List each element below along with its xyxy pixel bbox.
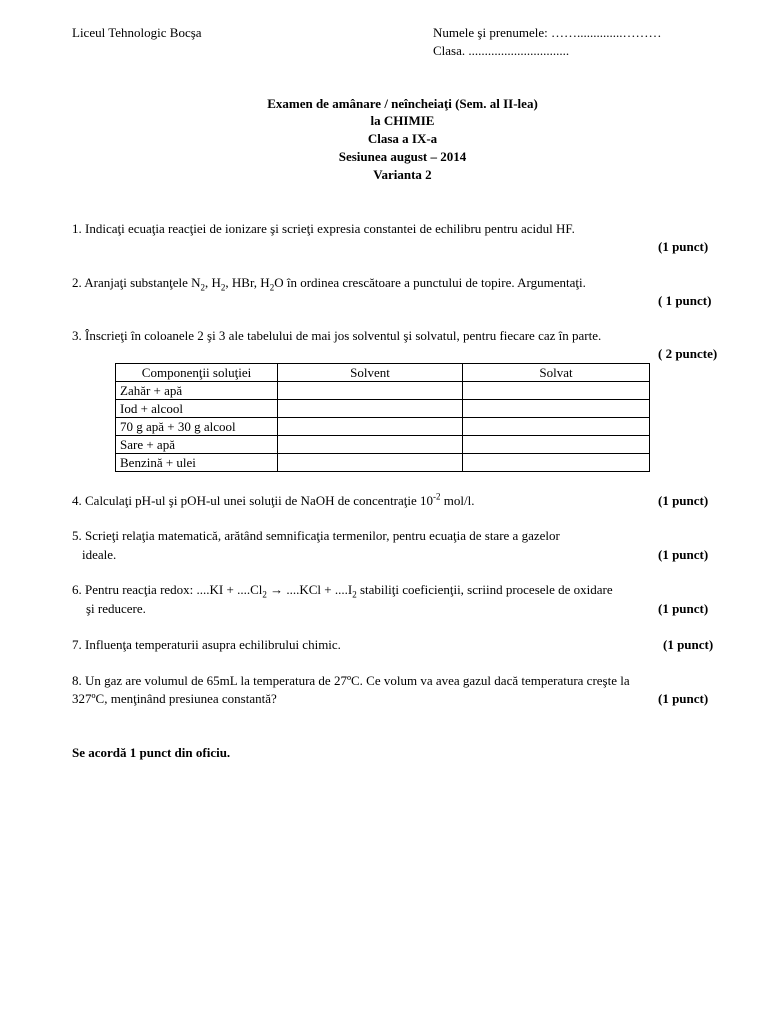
solvent-cell[interactable] bbox=[278, 400, 463, 418]
solvent-cell[interactable] bbox=[278, 436, 463, 454]
exam-subject: la CHIMIE bbox=[370, 113, 435, 128]
solute-cell[interactable] bbox=[463, 382, 650, 400]
header-solute: Solvat bbox=[463, 364, 650, 382]
row-components: 70 g apă + 30 g alcool bbox=[116, 418, 278, 436]
school-name: Liceul Tehnologic Bocşa bbox=[72, 25, 202, 40]
question-7-points: (1 punct) bbox=[663, 637, 714, 652]
table-row bbox=[116, 418, 650, 436]
exam-variant: Varianta 2 bbox=[373, 167, 432, 182]
solvent-cell[interactable] bbox=[278, 418, 463, 436]
solution-table bbox=[115, 363, 650, 472]
solute-cell[interactable] bbox=[463, 436, 650, 454]
row-components: Sare + apă bbox=[116, 436, 278, 454]
arrow-icon: → bbox=[266, 582, 287, 597]
table-row bbox=[116, 400, 650, 418]
header-solvent: Solvent bbox=[278, 364, 463, 382]
question-2-points: ( 1 punct) bbox=[658, 293, 712, 308]
solvent-cell[interactable] bbox=[278, 382, 463, 400]
bonus-point-note: Se acordă 1 punct din oficiu. bbox=[72, 745, 231, 760]
question-5-points: (1 punct) bbox=[658, 547, 709, 562]
question-4-points: (1 punct) bbox=[658, 493, 709, 508]
question-5-continued: ideale. bbox=[82, 547, 117, 562]
question-6: 6. Pentru reacţia redox: $....KI + ....Cl_2 \to ....KCl + ....I_2$ stabiliţi coeficienţii, scriind procesele de oxidare bbox=[72, 582, 613, 600]
row-components: Zahăr + apă bbox=[116, 382, 278, 400]
student-name-field: Numele şi prenumele: ……..............……… bbox=[433, 25, 662, 40]
header-components: Componenţii soluţiei bbox=[116, 364, 278, 382]
question-8-continued: 327ºC, menţinând presiunea constantă? bbox=[72, 691, 277, 706]
question-7: 7. Influenţa temperaturii asupra echilibrului chimic. bbox=[72, 637, 341, 652]
exam-session: Sesiunea august – 2014 bbox=[338, 149, 467, 164]
row-components: Iod + alcool bbox=[116, 400, 278, 418]
solute-cell[interactable] bbox=[463, 400, 650, 418]
question-4: 4. Calculaţi pH-ul şi pOH-ul unei soluţii de NaOH de concentraţie $10^{-2}$ mol/l. bbox=[72, 491, 475, 508]
row-components: Benzină + ulei bbox=[116, 454, 278, 472]
question-3: 3. Înscrieţi în coloanele 2 şi 3 ale tabelului de mai jos solventul şi solvatul, pentru fiecare caz în parte. bbox=[72, 328, 602, 343]
solute-cell[interactable] bbox=[463, 418, 650, 436]
class-field: Clasa. ............................... bbox=[433, 43, 570, 58]
solvent-cell[interactable] bbox=[278, 454, 463, 472]
table-row bbox=[116, 454, 650, 472]
exam-title: Examen de amânare / neîncheiaţi (Sem. al II-lea) bbox=[267, 96, 538, 111]
question-8-points: (1 punct) bbox=[658, 691, 709, 706]
exam-class: Clasa a IX-a bbox=[367, 131, 438, 146]
question-8: 8. Un gaz are volumul de 65mL la temperatura de 27ºC. Ce volum va avea gazul dacă temperatura creşte la bbox=[72, 673, 630, 688]
solute-cell[interactable] bbox=[463, 454, 650, 472]
question-6-continued: şi reducere. bbox=[86, 601, 146, 616]
table-row bbox=[116, 382, 650, 400]
table-header-row bbox=[116, 364, 650, 382]
question-1: 1. Indicaţi ecuaţia reacţiei de ionizare şi scrieţi expresia constantei de echilibru pentru acidul HF. bbox=[72, 221, 575, 236]
question-1-points: (1 punct) bbox=[658, 239, 709, 254]
question-6-points: (1 punct) bbox=[658, 601, 709, 616]
table-row bbox=[116, 436, 650, 454]
question-2: 2. Aranjaţi substanţele $N_2$, $H_2$, HBr, $H_2O$ în ordinea crescătoare a punctului de topire. Argumentaţi. bbox=[72, 275, 586, 293]
question-5: 5. Scrieţi relaţia matematică, arătând semnificaţia termenilor, pentru ecuaţia de stare a gazelor bbox=[72, 528, 560, 543]
question-3-points: ( 2 puncte) bbox=[658, 346, 718, 361]
